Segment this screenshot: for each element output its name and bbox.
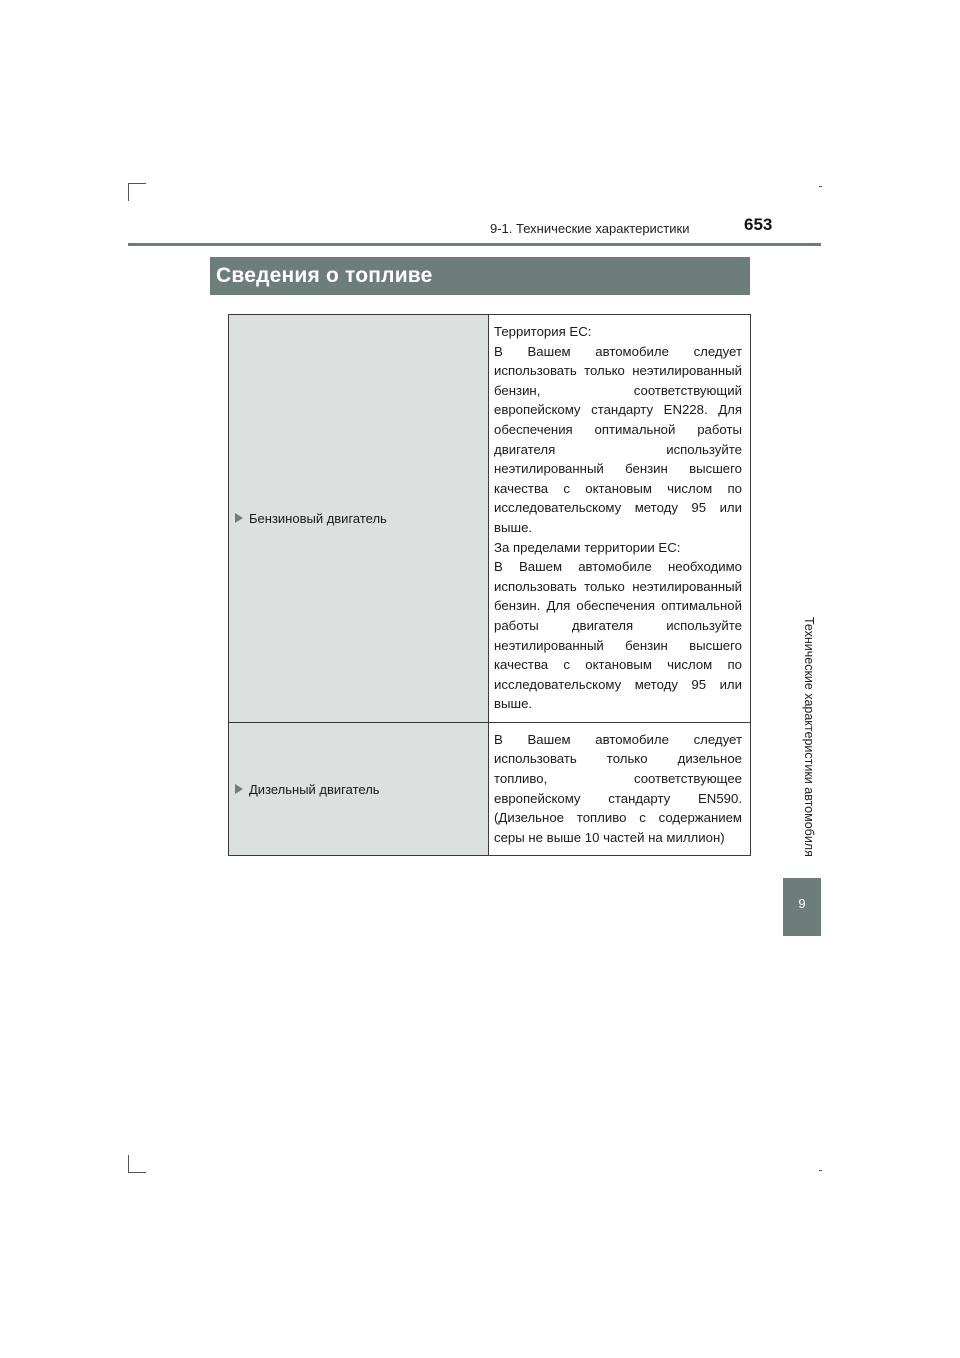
requirement-text: В Вашем автомобиле следует использовать только неэтилированный бензин, соответствующий европейскому стандарту EN228. Для обеспечения оптимальной работы двигателя используйте неэтилированный бензин высшего качества с октановым числом по исследовательскому методу 95 или выше. bbox=[494, 343, 742, 535]
crop-mark-bottom-left bbox=[128, 1172, 146, 1173]
fuel-requirement-cell bbox=[489, 315, 751, 723]
requirement-text: В Вашем автомобиле необходимо использовать только неэтилированный бензин. Для обеспечения оптимальной работы двигателя используйте неэтилированный бензин высшего качества с октановым числом по исследовательскому методу 95 или выше. bbox=[494, 559, 742, 712]
triangle-bullet-icon bbox=[235, 513, 243, 523]
section-title-bar bbox=[210, 257, 750, 295]
crop-mark-top-left bbox=[128, 183, 146, 184]
engine-type-label: Дизельный двигатель bbox=[249, 781, 380, 797]
table-row bbox=[229, 722, 751, 856]
chapter-number: 9 bbox=[798, 896, 806, 911]
requirement-text: В Вашем автомобиле следует использовать только дизельное топливо, соответствующее европейскому стандарту EN590. (Дизельное топливо с содержанием серы не выше 10 частей на миллион) bbox=[494, 731, 742, 845]
engine-cell bbox=[229, 315, 489, 723]
table-row bbox=[229, 315, 751, 723]
region-label: Территория ЕС: bbox=[494, 324, 592, 339]
crop-mark-bottom-right bbox=[819, 1170, 822, 1171]
header-rule bbox=[128, 243, 821, 246]
triangle-bullet-icon bbox=[235, 784, 243, 794]
fuel-requirement-cell bbox=[489, 722, 751, 856]
chapter-tab bbox=[783, 878, 821, 936]
page-title: Сведения о топливе bbox=[216, 264, 433, 287]
page-number: 653 bbox=[744, 215, 773, 234]
section-header: 9-1. Технические характеристики bbox=[490, 221, 690, 236]
fuel-info-table bbox=[228, 314, 751, 856]
chapter-side-title: Технические характеристики автомобиля bbox=[802, 617, 816, 857]
crop-mark-top-left bbox=[128, 183, 129, 201]
engine-type-label: Бензиновый двигатель bbox=[249, 510, 387, 526]
crop-mark-bottom-left bbox=[128, 1155, 129, 1173]
region-label: За пределами территории ЕС: bbox=[494, 539, 681, 555]
crop-mark-top-right bbox=[819, 186, 822, 187]
engine-cell bbox=[229, 722, 489, 856]
